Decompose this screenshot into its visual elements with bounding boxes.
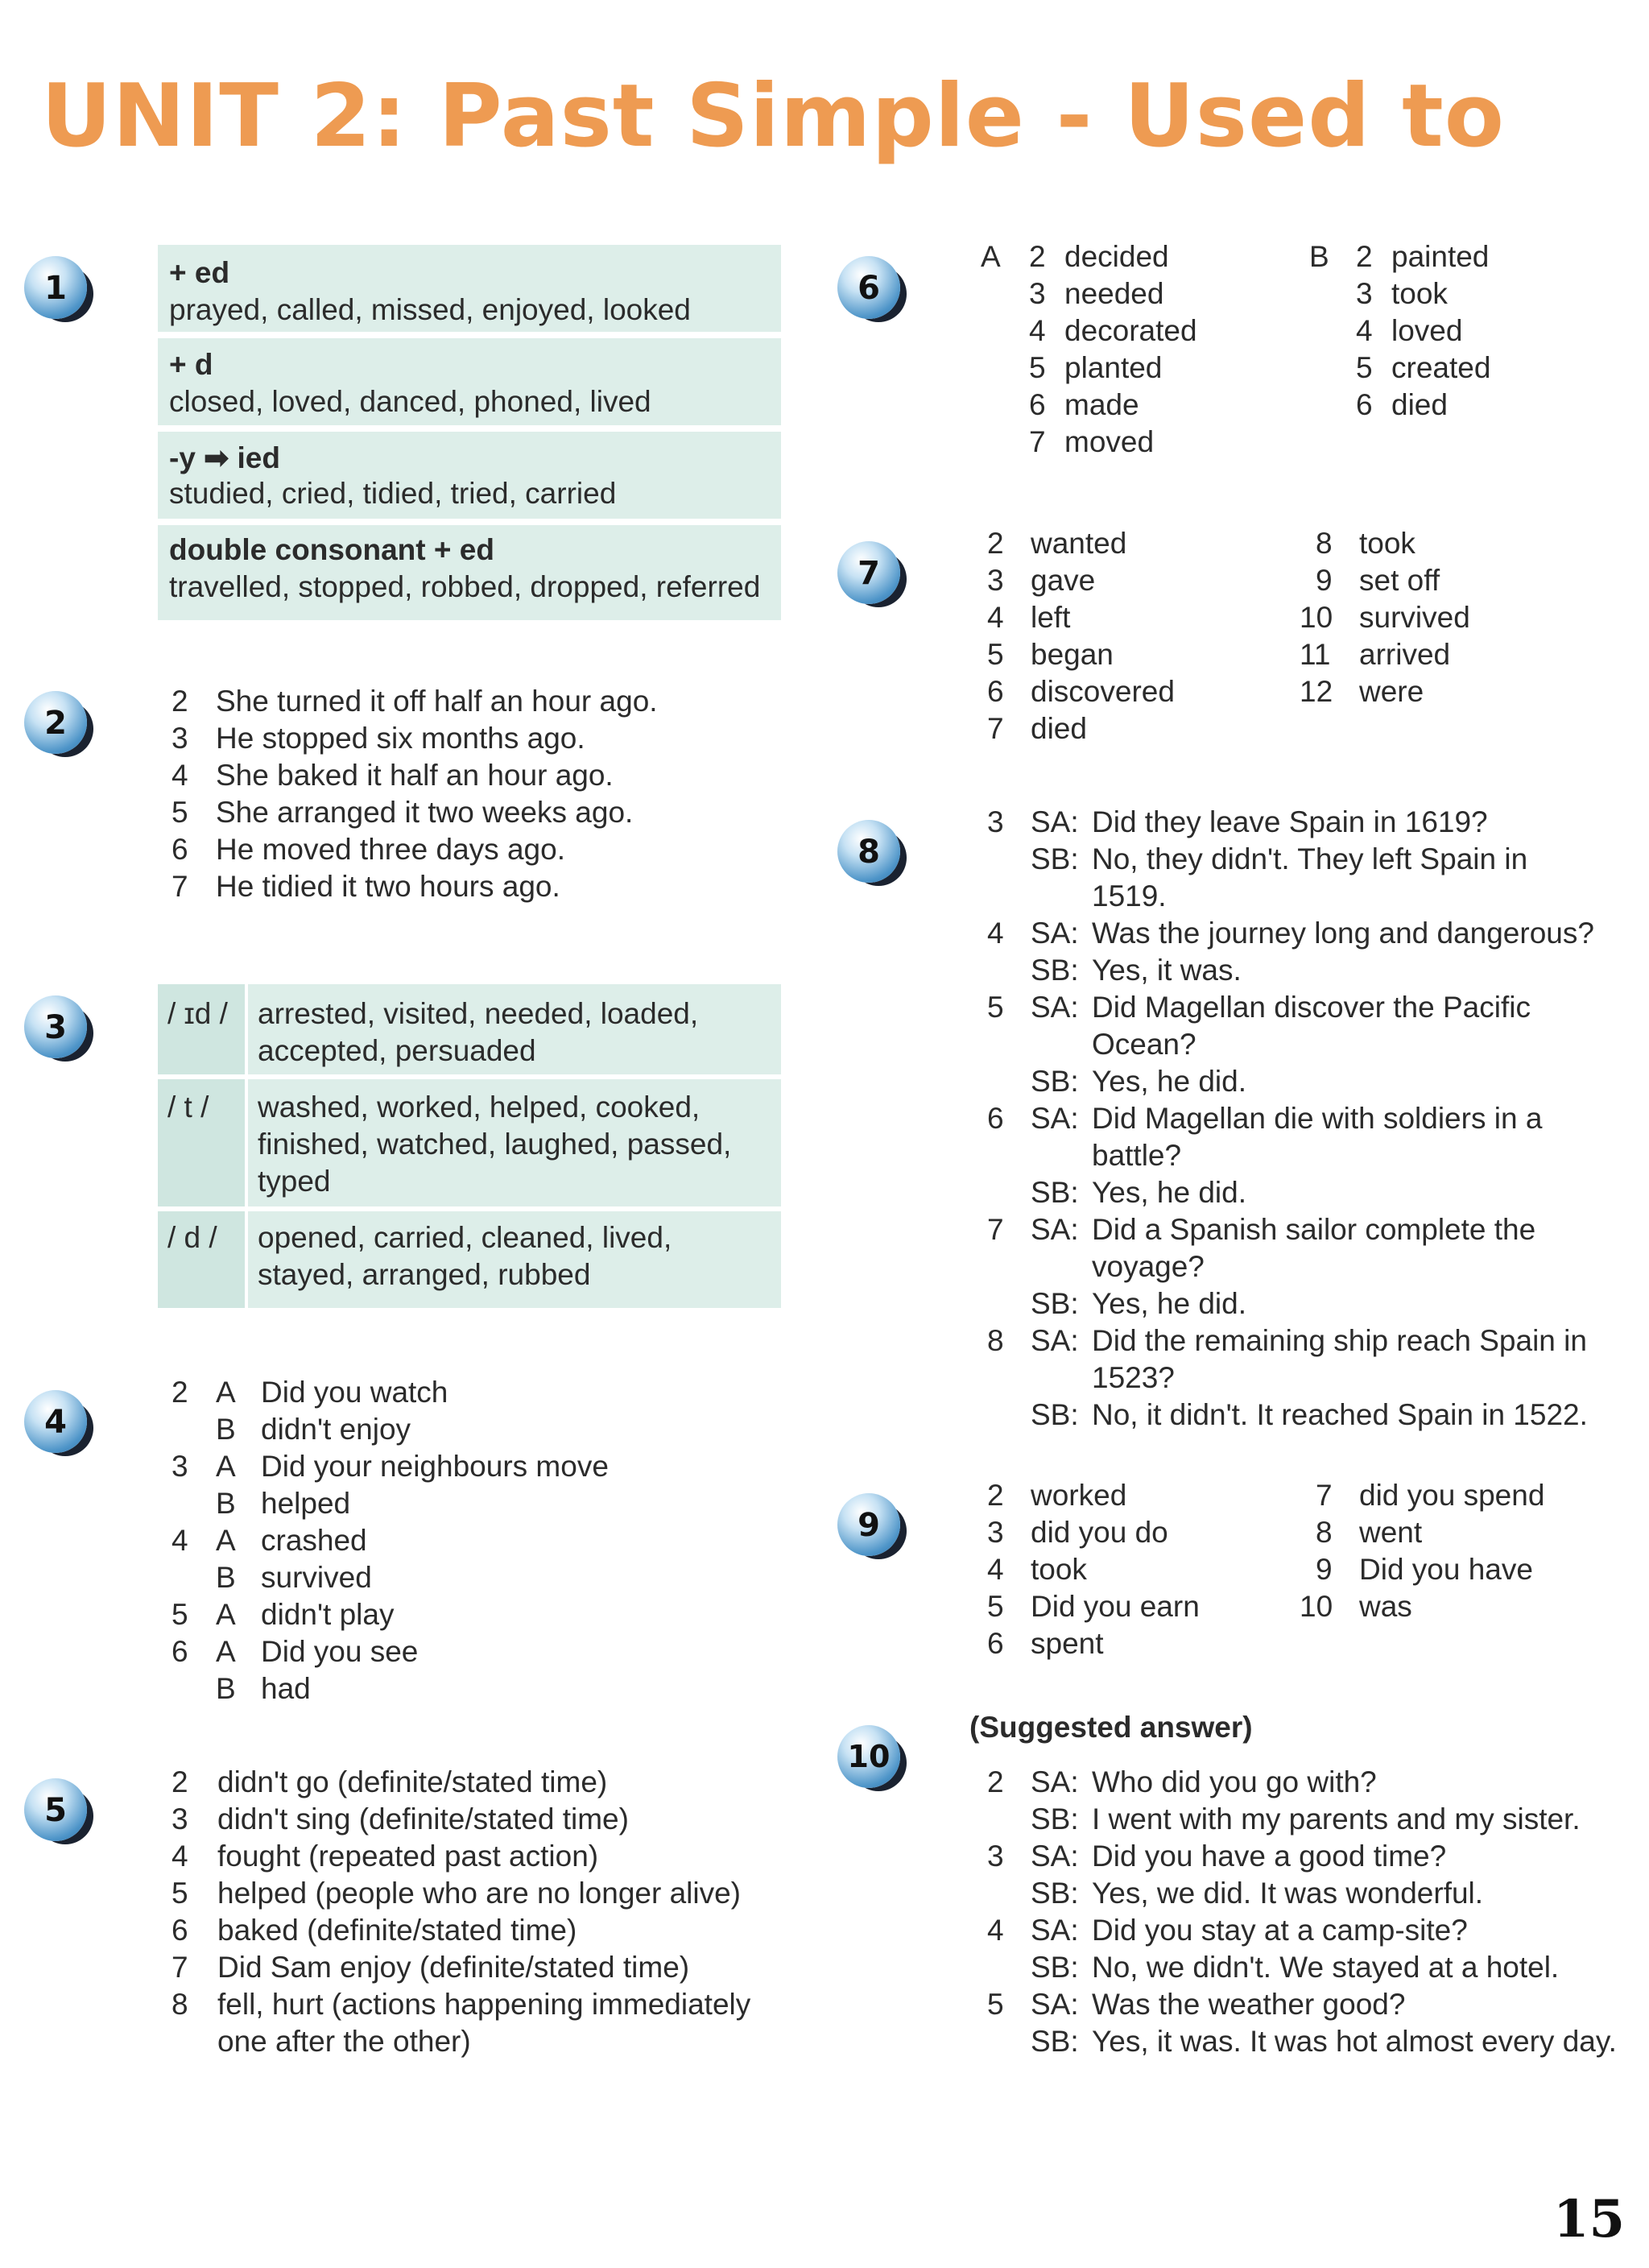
item-number: 4 (987, 917, 1004, 950)
page-number: 15 (1552, 2189, 1625, 2249)
item-number: 11 (1300, 638, 1331, 671)
speaker-label: SB: (1031, 1176, 1079, 1209)
speaker-label: SA: (1031, 1988, 1079, 2021)
list-item: She turned it off half an hour ago. (216, 685, 658, 718)
list-item: arrived (1359, 638, 1451, 671)
speaker-label: SB: (1031, 1802, 1079, 1836)
list-item: was (1359, 1590, 1412, 1623)
group-words: travelled, stopped, robbed, dropped, referred (169, 570, 761, 603)
list-item: took (1359, 527, 1415, 560)
item-number: 8 (987, 1324, 1004, 1357)
speaker-label: SA: (1031, 1914, 1079, 1947)
item-letter: B (216, 1487, 236, 1520)
dialogue-line: No, they didn't. They left Spain in (1092, 842, 1528, 875)
item-letter: A (216, 1450, 236, 1483)
item-number: 2 (172, 1376, 188, 1409)
item-number: 9 (1316, 1553, 1333, 1586)
item-number: 2 (172, 1765, 188, 1798)
item-number: 7 (987, 712, 1004, 745)
exercise-3-badge: 3 (24, 995, 87, 1058)
item-number: 9 (1316, 564, 1333, 597)
list-item: fought (repeated past action) (217, 1840, 599, 1873)
dialogue-line: Yes, he did. (1092, 1287, 1247, 1320)
speaker-label: SB: (1031, 954, 1079, 987)
dialogue-line: Did you stay at a camp-site? (1092, 1914, 1468, 1947)
dialogue-line: Did you have a good time? (1092, 1840, 1447, 1873)
item-number: 6 (172, 1635, 188, 1668)
item-number: 8 (1316, 1516, 1333, 1549)
list-item: died (1391, 388, 1448, 421)
group-heading: + ed (169, 256, 230, 289)
item-number: 2 (987, 1765, 1004, 1798)
item-number: 3 (987, 564, 1004, 597)
column-letter: A (981, 240, 1001, 273)
exercise-7-badge: 7 (837, 541, 900, 604)
item-number: 6 (1029, 388, 1046, 421)
group-heading: -y ➡ ied (169, 441, 280, 474)
list-item: Did you see (261, 1635, 419, 1668)
dialogue-line: No, we didn't. We stayed at a hotel. (1092, 1951, 1560, 1984)
speaker-label: SA: (1031, 1213, 1079, 1246)
exercise-9-badge: 9 (837, 1493, 900, 1556)
item-number: 4 (987, 1914, 1004, 1947)
list-item: died (1031, 712, 1087, 745)
item-number: 3 (172, 1802, 188, 1836)
list-item: Did Sam enjoy (definite/stated time) (217, 1951, 690, 1984)
word-list: typed (258, 1165, 331, 1198)
item-letter: B (216, 1561, 236, 1594)
list-item: needed (1064, 277, 1164, 310)
list-item: had (261, 1672, 311, 1705)
sound-label: / ɪd / (167, 997, 228, 1030)
exercise-2-badge: 2 (24, 691, 87, 754)
dialogue-line: Did Magellan die with soldiers in a (1092, 1102, 1543, 1135)
item-number: 6 (987, 1627, 1004, 1660)
speaker-label: SA: (1031, 917, 1079, 950)
item-number: 7 (172, 1951, 188, 1984)
dialogue-line: Did the remaining ship reach Spain in (1092, 1324, 1587, 1357)
list-item: He moved three days ago. (216, 833, 565, 866)
list-item: fell, hurt (actions happening immediately (217, 1988, 751, 2021)
list-item: took (1031, 1553, 1087, 1586)
word-list: stayed, arranged, rubbed (258, 1258, 591, 1291)
list-item: created (1391, 351, 1491, 384)
item-number: 4 (987, 1553, 1004, 1586)
item-number: 7 (987, 1213, 1004, 1246)
list-item: were (1359, 675, 1424, 708)
list-item: helped (people who are no longer alive) (217, 1877, 741, 1910)
item-number: 8 (1316, 527, 1333, 560)
list-item: discovered (1031, 675, 1175, 708)
item-number: 3 (1356, 277, 1373, 310)
item-letter: A (216, 1524, 236, 1557)
word-list: accepted, persuaded (258, 1034, 536, 1067)
list-item: set off (1359, 564, 1440, 597)
speaker-label: SA: (1031, 805, 1079, 838)
item-number: 6 (987, 1102, 1004, 1135)
speaker-label: SB: (1031, 1951, 1079, 1984)
list-item: He tidied it two hours ago. (216, 870, 560, 903)
list-item: Did you have (1359, 1553, 1533, 1586)
item-number: 5 (172, 796, 188, 829)
item-letter: B (216, 1672, 236, 1705)
speaker-label: SA: (1031, 1324, 1079, 1357)
list-item: made (1064, 388, 1139, 421)
list-item: painted (1391, 240, 1490, 273)
group-words: prayed, called, missed, enjoyed, looked (169, 293, 691, 326)
exercise-8-badge: 8 (837, 820, 900, 883)
exercise-10-badge: 10 (837, 1725, 900, 1788)
exercise-4-badge: 4 (24, 1390, 87, 1453)
dialogue-line: I went with my parents and my sister. (1092, 1802, 1581, 1836)
word-list: arrested, visited, needed, loaded, (258, 997, 699, 1030)
item-number: 4 (172, 1840, 188, 1873)
word-list: opened, carried, cleaned, lived, (258, 1221, 672, 1254)
list-item: didn't enjoy (261, 1413, 411, 1446)
item-number: 5 (1356, 351, 1373, 384)
item-number: 12 (1300, 675, 1333, 708)
item-number: 6 (987, 675, 1004, 708)
item-number: 6 (172, 833, 188, 866)
list-item: didn't sing (definite/stated time) (217, 1802, 629, 1836)
item-number: 4 (987, 601, 1004, 634)
item-number: 2 (172, 685, 188, 718)
dialogue-line: No, it didn't. It reached Spain in 1522. (1092, 1398, 1588, 1431)
list-item: went (1359, 1516, 1423, 1549)
item-number: 6 (172, 1914, 188, 1947)
dialogue-line: Was the journey long and dangerous? (1092, 917, 1594, 950)
list-item: loved (1391, 314, 1463, 347)
item-number: 7 (1316, 1479, 1333, 1512)
list-item: did you do (1031, 1516, 1168, 1549)
speaker-label: SB: (1031, 2025, 1079, 2058)
word-list: washed, worked, helped, cooked, (258, 1091, 701, 1124)
item-number: 4 (1029, 314, 1046, 347)
item-number: 5 (172, 1877, 188, 1910)
item-number: 3 (987, 1840, 1004, 1873)
list-item: decided (1064, 240, 1169, 273)
list-item: wanted (1031, 527, 1127, 560)
dialogue-line: Did Magellan discover the Pacific (1092, 991, 1531, 1024)
item-number: 8 (172, 1988, 188, 2021)
item-number: 3 (987, 1516, 1004, 1549)
list-item: one after the other) (217, 2025, 471, 2058)
item-number: 5 (987, 638, 1004, 671)
list-item: did you spend (1359, 1479, 1545, 1512)
item-number: 2 (987, 527, 1004, 560)
dialogue-line: Did a Spanish sailor complete the (1092, 1213, 1536, 1246)
dialogue-line: 1523? (1092, 1361, 1175, 1394)
item-number: 3 (987, 805, 1004, 838)
page-title: UNIT 2: Past Simple - Used to (40, 66, 1505, 167)
list-item: Did you earn (1031, 1590, 1200, 1623)
dialogue-line: battle? (1092, 1139, 1182, 1172)
exercise-6-badge: 6 (837, 256, 900, 319)
speaker-label: SA: (1031, 1840, 1079, 1873)
group-words: studied, cried, tidied, tried, carried (169, 477, 617, 510)
item-number: 3 (172, 722, 188, 755)
sound-label: / t / (167, 1091, 209, 1124)
list-item: planted (1064, 351, 1163, 384)
item-number: 2 (1029, 240, 1046, 273)
list-item: helped (261, 1487, 351, 1520)
dialogue-line: voyage? (1092, 1250, 1205, 1283)
list-item: worked (1031, 1479, 1127, 1512)
list-item: moved (1064, 425, 1155, 458)
item-letter: A (216, 1376, 236, 1409)
section-heading: (Suggested answer) (969, 1711, 1253, 1744)
speaker-label: SA: (1031, 1765, 1079, 1798)
list-item: Did your neighbours move (261, 1450, 609, 1483)
dialogue-line: Yes, he did. (1092, 1065, 1247, 1098)
speaker-label: SA: (1031, 1102, 1079, 1135)
item-number: 3 (1029, 277, 1046, 310)
dialogue-line: Was the weather good? (1092, 1988, 1406, 2021)
column-letter: B (1309, 240, 1329, 273)
item-number: 10 (1300, 601, 1333, 634)
item-number: 5 (987, 991, 1004, 1024)
speaker-label: SB: (1031, 1287, 1079, 1320)
list-item: decorated (1064, 314, 1197, 347)
list-item: She arranged it two weeks ago. (216, 796, 634, 829)
list-item: baked (definite/stated time) (217, 1914, 577, 1947)
item-number: 5 (1029, 351, 1046, 384)
exercise-1-badge: 1 (24, 256, 87, 319)
group-heading: double consonant + ed (169, 533, 494, 566)
item-letter: A (216, 1635, 236, 1668)
group-words: closed, loved, danced, phoned, lived (169, 385, 651, 418)
speaker-label: SB: (1031, 1398, 1079, 1431)
item-number: 10 (1300, 1590, 1333, 1623)
list-item: crashed (261, 1524, 367, 1557)
dialogue-line: Did they leave Spain in 1619? (1092, 805, 1488, 838)
dialogue-line: Yes, he did. (1092, 1176, 1247, 1209)
dialogue-line: Ocean? (1092, 1028, 1196, 1061)
item-number: 6 (1356, 388, 1373, 421)
item-number: 4 (172, 759, 188, 792)
dialogue-line: Yes, it was. (1092, 954, 1242, 987)
list-item: left (1031, 601, 1071, 634)
list-item: survived (261, 1561, 372, 1594)
list-item: gave (1031, 564, 1096, 597)
item-number: 5 (987, 1988, 1004, 2021)
list-item: He stopped six months ago. (216, 722, 585, 755)
item-number: 5 (987, 1590, 1004, 1623)
list-item: spent (1031, 1627, 1104, 1660)
speaker-label: SA: (1031, 991, 1079, 1024)
item-number: 5 (172, 1598, 188, 1631)
list-item: Did you watch (261, 1376, 448, 1409)
item-letter: B (216, 1413, 236, 1446)
dialogue-line: Yes, it was. It was hot almost every day. (1092, 2025, 1617, 2058)
dialogue-line: Yes, we did. It was wonderful. (1092, 1877, 1484, 1910)
list-item: didn't play (261, 1598, 395, 1631)
dialogue-line: Who did you go with? (1092, 1765, 1377, 1798)
list-item: survived (1359, 601, 1470, 634)
list-item: began (1031, 638, 1114, 671)
item-number: 2 (1356, 240, 1373, 273)
item-number: 4 (172, 1524, 188, 1557)
speaker-label: SB: (1031, 1877, 1079, 1910)
exercise-5-badge: 5 (24, 1778, 87, 1841)
word-list: finished, watched, laughed, passed, (258, 1128, 732, 1161)
item-number: 7 (172, 870, 188, 903)
list-item: took (1391, 277, 1448, 310)
item-number: 2 (987, 1479, 1004, 1512)
dialogue-line: 1519. (1092, 879, 1167, 913)
speaker-label: SB: (1031, 1065, 1079, 1098)
item-number: 7 (1029, 425, 1046, 458)
list-item: didn't go (definite/stated time) (217, 1765, 608, 1798)
item-number: 3 (172, 1450, 188, 1483)
sound-label: / d / (167, 1221, 217, 1254)
item-number: 4 (1356, 314, 1373, 347)
group-heading: + d (169, 348, 213, 381)
item-letter: A (216, 1598, 236, 1631)
list-item: She baked it half an hour ago. (216, 759, 614, 792)
speaker-label: SB: (1031, 842, 1079, 875)
